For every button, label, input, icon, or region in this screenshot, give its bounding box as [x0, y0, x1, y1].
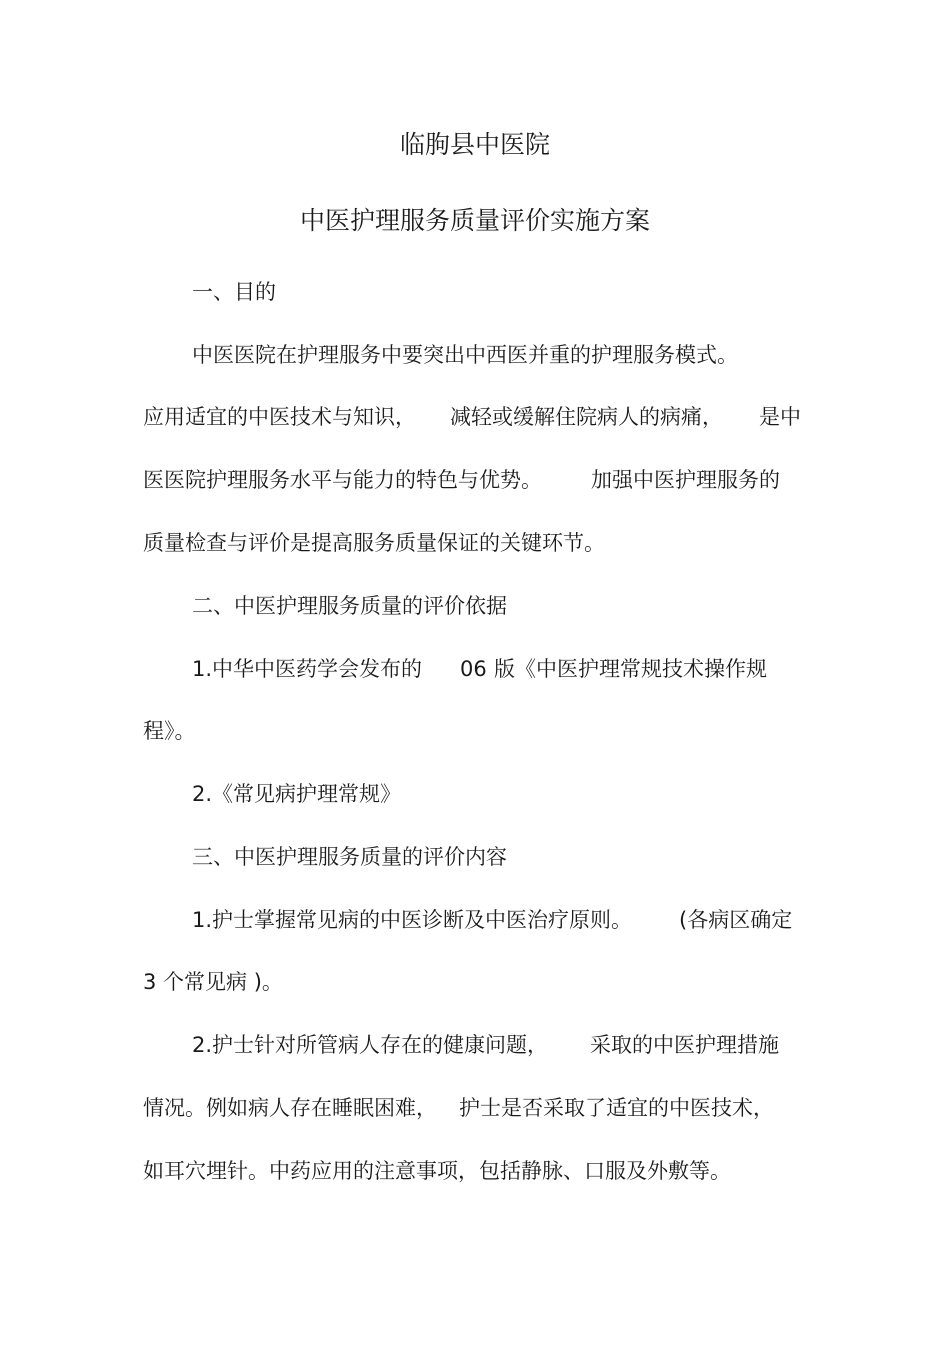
text-segment: 版《中医护理常规技术操作规 [494, 657, 767, 681]
list-item-continuation: 程》。 [143, 719, 196, 743]
section-heading-purpose: 一、目的 [192, 280, 276, 304]
list-item-continuation: 如耳穴埋针。中药应用的注意事项，包括静脉、口服及外敷等。 [143, 1159, 731, 1183]
text-segment: 护士是否采取了适宜的中医技术， [459, 1096, 774, 1120]
text-segment: 06 [460, 657, 487, 681]
paragraph-line: 中医医院在护理服务中要突出中西医并重的护理服务模式。 [192, 343, 738, 367]
text-segment: 医医院护理服务水平与能力的特色与优势。 [143, 468, 542, 492]
paragraph-line: 质量检查与评价是提高服务质量保证的关键环节。 [143, 531, 605, 555]
section-heading-basis: 二、中医护理服务质量的评价依据 [192, 594, 507, 618]
text-segment: 采取的中医护理措施 [590, 1033, 779, 1057]
text-segment: 加强中医护理服务的 [591, 468, 780, 492]
text-segment: 是中 [759, 405, 801, 429]
list-item: 2.《常见病护理常规》 [192, 782, 402, 806]
text-segment: 1.护士掌握常见病的中医诊断及中医治疗原则。 [192, 908, 633, 932]
text-segment: 2.护士针对所管病人存在的健康问题， [192, 1033, 549, 1057]
list-item-continuation: 3 个常见病 )。 [143, 970, 283, 994]
text-segment: 减轻或缓解住院病人的病痛， [450, 405, 723, 429]
text-segment: (各病区确定 [679, 908, 793, 932]
section-heading-content: 三、中医护理服务质量的评价内容 [192, 845, 507, 869]
text-segment: 情况。例如病人存在睡眠困难， [143, 1096, 437, 1120]
document-title: 中医护理服务质量评价实施方案 [299, 206, 650, 235]
text-segment: 1.中华中医药学会发布的 [192, 657, 423, 681]
text-segment: 应用适宜的中医技术与知识， [143, 405, 416, 429]
hospital-name: 临朐县中医院 [399, 130, 550, 159]
